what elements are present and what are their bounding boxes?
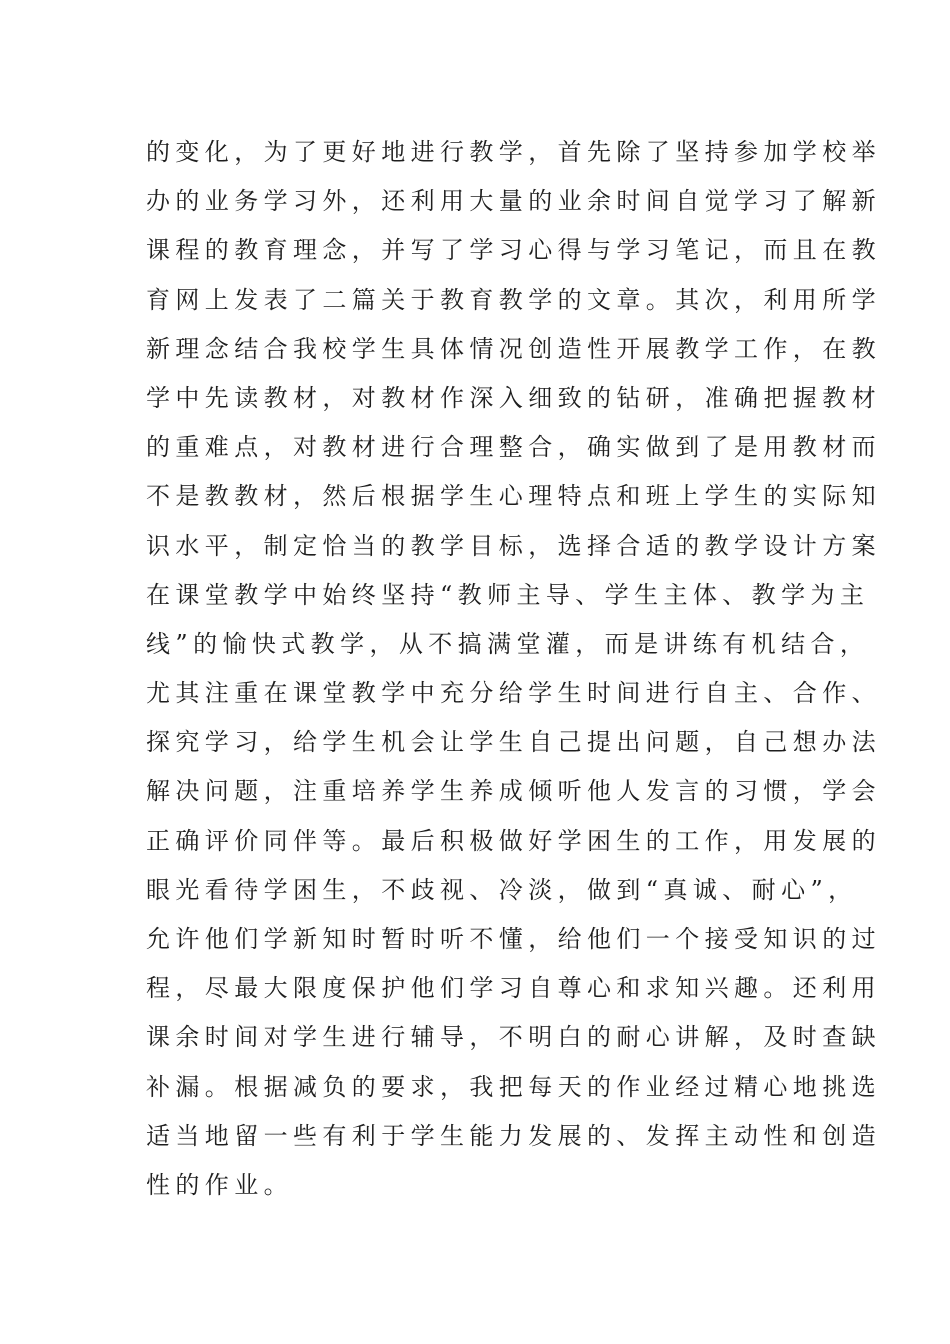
text-line: 在课堂教学中始终坚持“教师主导、学生主体、教学为主: [146, 580, 870, 609]
text-line: 的变化，为了更好地进行教学，首先除了坚持参加学校举: [146, 138, 881, 166]
text-line: 识水平，制定恰当的教学目标，选择合适的教学设计方案: [146, 531, 881, 560]
text-line: 学中先读教材，对教材作深入细致的钻研，准确把握教材: [146, 383, 881, 412]
text-line: 允许他们学新知时暂时听不懂，给他们一个接受知识的过: [146, 925, 881, 953]
text-line: 解决问题，注重培养学生养成倾听他人发言的习惯，学会: [146, 777, 881, 806]
body-paragraph: [146, 128, 881, 1210]
text-line: 补漏。根据减负的要求，我把每天的作业经过精心地挑选: [146, 1072, 881, 1101]
text-line: 探究学习，给学生机会让学生自己提出问题，自己想办法: [146, 728, 881, 757]
text-line: 课程的教育理念，并写了学习心得与学习笔记，而且在教: [146, 236, 881, 265]
text-line: 正确评价同伴等。最后积极做好学困生的工作，用发展的: [146, 826, 881, 855]
text-line: 不是教教材，然后根据学生心理特点和班上学生的实际知: [146, 482, 881, 511]
text-line: 课余时间对学生进行辅导，不明白的耐心讲解，及时查缺: [146, 1023, 881, 1052]
text-line: 尤其注重在课堂教学中充分给学生时间进行自主、合作、: [146, 679, 881, 708]
text-line: 育网上发表了二篇关于教育教学的文章。其次，利用所学: [146, 285, 881, 314]
text-line: 性的作业。: [146, 1170, 293, 1199]
text-line: 程，尽最大限度保护他们学习自尊心和求知兴趣。还利用: [146, 974, 881, 1003]
text-line: 眼光看待学困生，不歧视、冷淡，做到“真诚、耐心”，: [146, 875, 858, 904]
text-line: 新理念结合我校学生具体情况创造性开展教学工作，在教: [146, 334, 881, 363]
text-line: 线”的愉快式教学，从不搞满堂灌，而是讲练有机结合，: [146, 629, 870, 658]
text-line: 的重难点，对教材进行合理整合，确实做到了是用教材而: [146, 433, 881, 462]
text-line: 适当地留一些有利于学生能力发展的、发挥主动性和创造: [146, 1121, 881, 1150]
text-line: 办的业务学习外，还利用大量的业余时间自觉学习了解新: [146, 187, 881, 216]
